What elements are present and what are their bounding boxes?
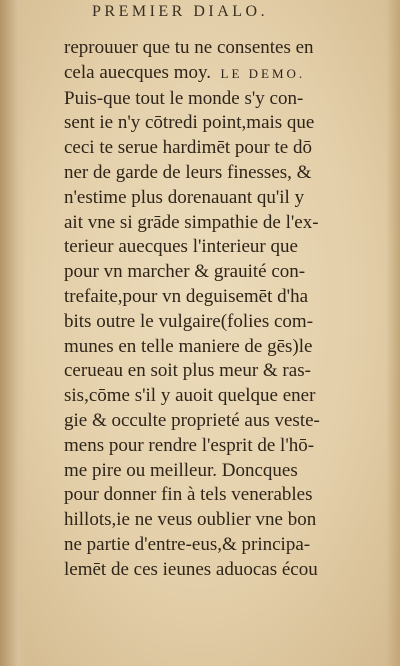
- line-text: ceci te serue hardimēt pour te dō: [64, 137, 312, 159]
- text-line: [64, 508, 364, 533]
- line-text: me pire ou meilleur. Doncques: [64, 459, 298, 481]
- text-line: [64, 558, 364, 583]
- text-line: [64, 260, 364, 285]
- line-text: pour donner fin à tels venerables: [64, 484, 313, 506]
- line-text: hillots,ie ne veus oublier vne bon: [64, 509, 317, 531]
- text-line: [64, 36, 364, 61]
- text-line: [64, 235, 364, 260]
- text-line: [64, 61, 364, 87]
- line-text: mens pour rendre l'esprit de l'hō-: [64, 434, 315, 456]
- text-line: [64, 161, 364, 186]
- text-line: [64, 359, 364, 384]
- line-text: pour vn marcher & grauité con-: [64, 261, 306, 283]
- text-line: [64, 310, 364, 335]
- running-head: PREMIER DIALO.: [92, 3, 269, 20]
- line-text: ner de garde de leurs finesses, &: [64, 161, 312, 183]
- text-line: [64, 136, 364, 161]
- line-text: gie & occulte proprieté aus veste-: [64, 409, 320, 431]
- line-text: sis,cōme s'il y auoit quelque ener: [64, 385, 316, 407]
- text-line: [64, 533, 364, 558]
- text-line: [64, 434, 364, 459]
- line-text: ne partie d'entre-eus,& principa-: [64, 533, 311, 555]
- text-line: [64, 409, 364, 434]
- line-text: n'estime plus dorenauant qu'il y: [64, 186, 305, 208]
- line-text: sent ie n'y cōtredi point,mais que: [64, 112, 315, 134]
- text-line: [64, 459, 364, 484]
- text-line: [64, 111, 364, 136]
- line-text: bits outre le vulgaire(folies com-: [64, 310, 314, 332]
- line-text: cela auecques moy.: [64, 61, 211, 83]
- text-line: [64, 335, 364, 360]
- text-line: [64, 87, 364, 112]
- line-text: trefaite,pour vn deguisemēt d'ha: [64, 285, 309, 307]
- text-line: [64, 285, 364, 310]
- speaker-label: LE DEMO.: [220, 65, 306, 81]
- text-line: [64, 211, 364, 236]
- text-line: [64, 483, 364, 508]
- body-text: [64, 36, 364, 583]
- line-text: Puis-que tout le monde s'y con-: [64, 87, 304, 109]
- text-line: [64, 186, 364, 211]
- text-line: [64, 384, 364, 409]
- line-text: lemēt de ces ieunes aduocas écou: [64, 558, 318, 580]
- line-text: ait vne si grāde simpathie de l'ex-: [64, 211, 319, 233]
- line-text: reprouuer que tu ne consentes en: [64, 37, 314, 58]
- line-text: terieur auecques l'interieur que: [64, 236, 298, 258]
- line-text: cerueau en soit plus meur & ras-: [64, 360, 311, 382]
- line-text: munes en telle maniere de gēs)le: [64, 335, 313, 357]
